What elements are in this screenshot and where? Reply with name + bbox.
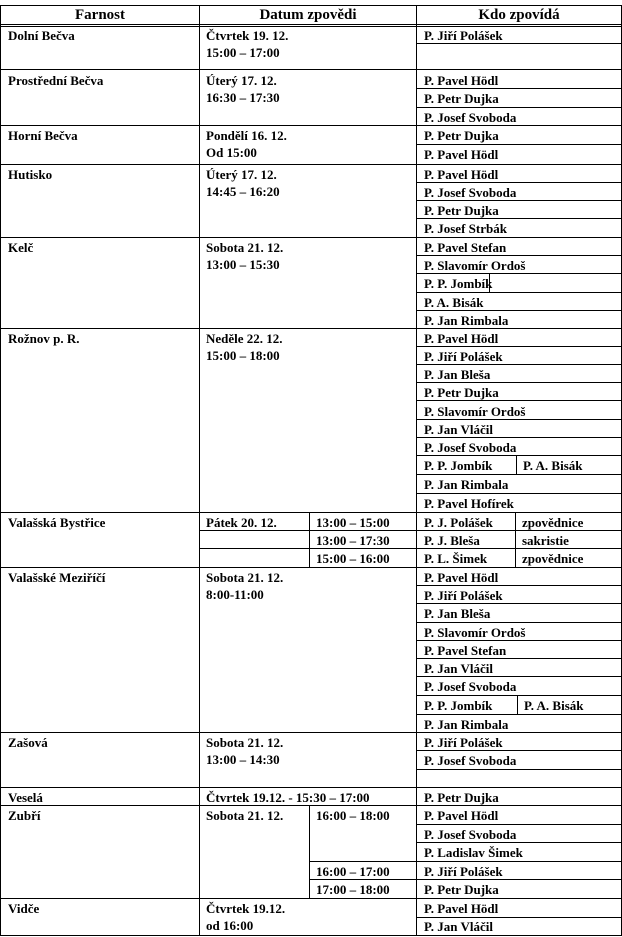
confession-date: Čtvrtek 19.12. - 15:30 – 17:00 xyxy=(206,790,370,805)
header-parish: Farnost xyxy=(75,7,125,23)
parish-name: Vidče xyxy=(8,901,40,916)
priest-name: P. Jan Vláčil xyxy=(424,919,493,934)
confession-place: zpovědnice xyxy=(522,551,584,566)
priest-name: P. Petr Dujka xyxy=(424,882,499,897)
priest-name: P. Pavel Hödl xyxy=(424,901,499,916)
confession-time: Od 15:00 xyxy=(206,145,257,160)
priest-name: P. P. Jombík xyxy=(424,458,493,473)
priest-name: P. Pavel Hödl xyxy=(424,73,499,88)
priest-name: P. Pavel Hofírek xyxy=(424,496,514,511)
confession-date: Sobota 21. 12. xyxy=(206,735,284,750)
priest-name: P. Josef Svoboda xyxy=(424,679,517,694)
time-slot: 15:00 – 16:00 xyxy=(316,551,390,566)
parish-name: Prostřední Bečva xyxy=(8,73,104,88)
priest-name: P. Jiří Polášek xyxy=(424,864,503,879)
priest-name: P. Slavomír Ordoš xyxy=(424,404,526,419)
priest-name: P. A. Bisák xyxy=(424,295,484,310)
parish-name: Dolní Bečva xyxy=(8,28,75,43)
priest-name: P. Jiří Polášek xyxy=(424,735,503,750)
priest-name: P. Petr Dujka xyxy=(424,128,499,143)
confession-date: Pátek 20. 12. xyxy=(206,515,277,530)
confession-date: Pondělí 16. 12. xyxy=(206,128,287,143)
confession-time: 15:00 – 17:00 xyxy=(206,45,280,60)
priest-name: P. L. Šimek xyxy=(424,551,488,566)
time-slot: 13:00 – 17:30 xyxy=(316,533,390,548)
priest-name: P. Jan Rimbala xyxy=(424,477,509,492)
confession-place: sakristie xyxy=(522,533,569,548)
priest-name: P. P. Jombík xyxy=(424,276,493,291)
parish-name: Zašová xyxy=(8,735,48,750)
priest-name: P. Petr Dujka xyxy=(424,790,499,805)
priest-name: P. Jiří Polášek xyxy=(424,349,503,364)
confession-date: Neděle 22. 12. xyxy=(206,331,283,346)
confession-place: zpovědnice xyxy=(522,515,584,530)
priest-name: P. Pavel Stefan xyxy=(424,643,507,658)
confession-time: 14:45 – 16:20 xyxy=(206,184,280,199)
priest-name: P. Josef Svoboda xyxy=(424,440,517,455)
priest-name: P. Ladislav Šimek xyxy=(424,845,523,860)
time-slot: 17:00 – 18:00 xyxy=(316,882,390,897)
time-slot: 16:00 – 18:00 xyxy=(316,808,390,823)
priest-name: P. Jan Rimbala xyxy=(424,717,509,732)
priest-name: P. J. Polášek xyxy=(424,515,493,530)
priest-name: P. Petr Dujka xyxy=(424,203,499,218)
parish-name: Rožnov p. R. xyxy=(8,331,80,346)
confession-date: Úterý 17. 12. xyxy=(206,167,277,182)
priest-name: P. Pavel Hödl xyxy=(424,147,499,162)
parish-name: Zubří xyxy=(8,808,41,823)
time-slot: 13:00 – 15:00 xyxy=(316,515,390,530)
parish-name: Kelč xyxy=(8,240,34,255)
parish-name: Horní Bečva xyxy=(8,128,78,143)
priest-name: P. Pavel Hödl xyxy=(424,808,499,823)
priest-name: P. Jiří Polášek xyxy=(424,28,503,43)
confession-date: Úterý 17. 12. xyxy=(206,73,277,88)
priest-name: P. Pavel Hödl xyxy=(424,167,499,182)
priest-name: P. A. Bisák xyxy=(524,698,584,713)
priest-name: P. Petr Dujka xyxy=(424,385,499,400)
confession-date: Čtvrtek 19. 12. xyxy=(206,28,289,43)
priest-name: P. J. Bleša xyxy=(424,533,480,548)
confession-time: 8:00-11:00 xyxy=(206,587,264,602)
parish-name: Veselá xyxy=(8,790,43,805)
priest-name: P. Pavel Hödl xyxy=(424,331,499,346)
priest-name: P. Slavomír Ordoš xyxy=(424,625,526,640)
confession-date: Sobota 21. 12. xyxy=(206,570,284,585)
priest-name: P. Jiří Polášek xyxy=(424,588,503,603)
time-slot: 16:00 – 17:00 xyxy=(316,864,390,879)
priest-name: P. Pavel Hödl xyxy=(424,570,499,585)
priest-name: P. Slavomír Ordoš xyxy=(424,258,526,273)
confession-time: 13:00 – 15:30 xyxy=(206,257,280,272)
confession-date: Čtvrtek 19.12. xyxy=(206,901,286,916)
confession-time: 16:30 – 17:30 xyxy=(206,90,280,105)
priest-name: P. Josef Svoboda xyxy=(424,827,517,842)
confession-time: od 16:00 xyxy=(206,918,254,933)
confession-date: Sobota 21. 12. xyxy=(206,240,284,255)
priest-name: P. Josef Strbák xyxy=(424,221,507,236)
priest-name: P. Josef Svoboda xyxy=(424,110,517,125)
priest-name: P. Jan Vláčil xyxy=(424,661,493,676)
priest-name: P. Jan Bleša xyxy=(424,606,491,621)
priest-name: P. Jan Rimbala xyxy=(424,313,509,328)
priest-name: P. Petr Dujka xyxy=(424,91,499,106)
confession-date: Sobota 21. 12. xyxy=(206,808,284,823)
parish-name: Valašská Bystřice xyxy=(8,515,106,530)
priest-name: P. Josef Svoboda xyxy=(424,185,517,200)
priest-name: P. Josef Svoboda xyxy=(424,753,517,768)
confession-time: 13:00 – 14:30 xyxy=(206,752,280,767)
header-date: Datum zpovědi xyxy=(259,7,357,23)
priest-name: P. Jan Bleša xyxy=(424,367,491,382)
parish-name: Valašské Meziříčí xyxy=(8,570,106,585)
header-confessor: Kdo zpovídá xyxy=(478,7,560,23)
parish-name: Hutisko xyxy=(8,167,53,182)
priest-name: P. Pavel Stefan xyxy=(424,240,507,255)
priest-name: P. A. Bisák xyxy=(523,458,583,473)
confession-time: 15:00 – 18:00 xyxy=(206,348,280,363)
priest-name: P. P. Jombík xyxy=(424,698,493,713)
priest-name: P. Jan Vláčil xyxy=(424,422,493,437)
